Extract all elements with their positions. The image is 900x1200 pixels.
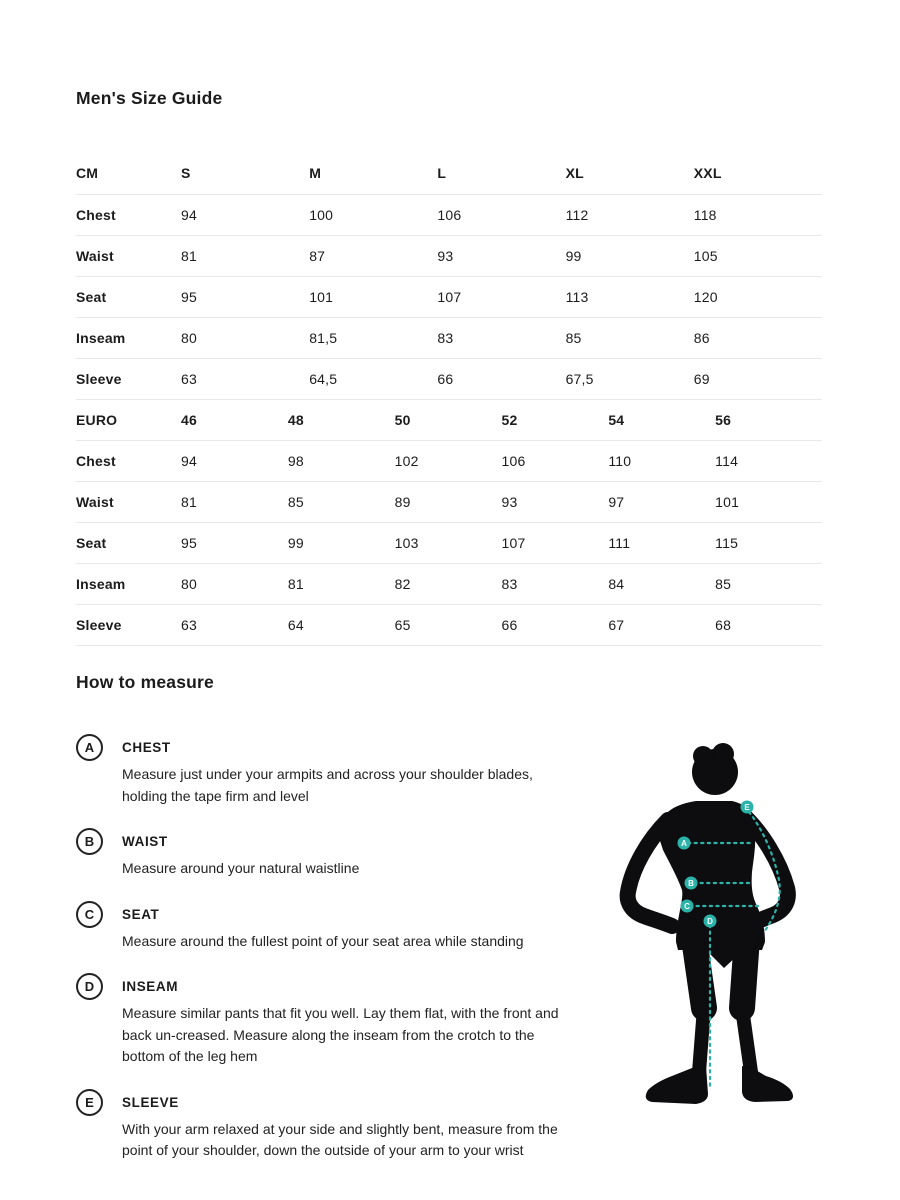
measurement-label: Inseam: [76, 317, 181, 358]
size-header-cell: 46: [181, 400, 288, 441]
measurement-value: 107: [501, 523, 608, 564]
measure-item-name: SLEEVE: [122, 1094, 179, 1110]
letter-badge: B: [76, 828, 103, 855]
measurement-value: 64: [288, 605, 395, 646]
measurement-value: 103: [395, 523, 502, 564]
page-title: Men's Size Guide: [76, 88, 223, 108]
size-header-cell: XL: [566, 153, 694, 194]
size-table-row: [76, 317, 822, 358]
measurement-value: 81: [288, 564, 395, 605]
measurement-value: 82: [395, 564, 502, 605]
size-header-cell: 48: [288, 400, 395, 441]
measurement-value: 120: [694, 276, 822, 317]
size-header-cell: XXL: [694, 153, 822, 194]
letter-badge: A: [76, 734, 103, 761]
measurement-value: 67: [608, 605, 715, 646]
measure-item-body: [122, 734, 574, 807]
marker-waist: [685, 877, 698, 890]
size-table-row: [76, 482, 822, 523]
measurement-value: 95: [181, 276, 309, 317]
measure-item-description: Measure around your natural waistline: [122, 860, 360, 876]
measurement-value: 84: [608, 564, 715, 605]
size-table-cm: [76, 153, 822, 400]
measurement-value: 81: [181, 482, 288, 523]
measure-item-description: Measure similar pants that fit you well. Lay them flat, with the front and back un-creased. Measure along the inseam from the crotch to the bottom of the leg hem: [122, 1005, 559, 1064]
measurement-label: Seat: [76, 523, 181, 564]
size-table-row: [76, 358, 822, 399]
measurement-value: 118: [694, 194, 822, 235]
measurement-label: Chest: [76, 194, 181, 235]
size-table-row: [76, 605, 822, 646]
unit-header-cell: EURO: [76, 400, 181, 441]
measure-item-description: With your arm relaxed at your side and slightly bent, measure from the point of your shoulder, down the outside of your arm to your wrist: [122, 1120, 558, 1158]
measurement-value: 99: [288, 523, 395, 564]
measurement-label: Sleeve: [76, 358, 181, 399]
measurement-value: 112: [566, 194, 694, 235]
measurement-label: Chest: [76, 441, 181, 482]
measurement-value: 68: [715, 605, 822, 646]
measurement-value: 83: [501, 564, 608, 605]
measurement-value: 111: [608, 523, 715, 564]
measurement-value: 81,5: [309, 317, 437, 358]
measurement-value: 66: [437, 358, 565, 399]
measurement-value: 110: [608, 441, 715, 482]
measure-item-body: [122, 901, 524, 953]
measurement-value: 98: [288, 441, 395, 482]
measure-item-name: INSEAM: [122, 979, 179, 994]
measurement-value: 83: [437, 317, 565, 358]
marker-waist-letter: B: [688, 879, 694, 888]
size-table-row: [76, 441, 822, 482]
measure-item-name: SEAT: [122, 906, 160, 922]
measure-item-description: Measure around the fullest point of your seat area while standing: [122, 932, 524, 949]
letter-badge: E: [76, 1089, 103, 1116]
size-header-cell: M: [309, 153, 437, 194]
measurement-value: 89: [395, 482, 502, 523]
measurement-value: 94: [181, 194, 309, 235]
measure-item-name: WAIST: [122, 834, 168, 849]
size-table-header-row: [76, 153, 822, 194]
size-table-row: [76, 564, 822, 605]
measure-item-body: [122, 1089, 574, 1162]
measurement-value: 101: [715, 482, 822, 523]
measurement-value: 114: [715, 441, 822, 482]
measurement-value: 102: [395, 441, 502, 482]
measurement-value: 87: [309, 235, 437, 276]
size-table-row: [76, 235, 822, 276]
measure-item-description: Measure just under your armpits and across your shoulder blades, holding the tape firm and level: [122, 766, 533, 804]
marker-sleeve: [741, 801, 754, 814]
measurement-value: 85: [566, 317, 694, 358]
marker-seat: [681, 900, 694, 913]
measure-item-body: [122, 973, 574, 1068]
measurement-value: 63: [181, 605, 288, 646]
marker-sleeve-letter: E: [744, 803, 750, 812]
measurement-value: 107: [437, 276, 565, 317]
measurement-value: 86: [694, 317, 822, 358]
marker-inseam: [704, 915, 717, 928]
marker-chest-letter: A: [681, 839, 687, 848]
measure-item-name: CHEST: [122, 740, 171, 755]
marker-chest: [678, 837, 691, 850]
measurement-value: 81: [181, 235, 309, 276]
size-header-cell: 52: [501, 400, 608, 441]
measurement-value: 94: [181, 441, 288, 482]
size-header-cell: 56: [715, 400, 822, 441]
size-header-cell: L: [437, 153, 565, 194]
measurement-value: 106: [501, 441, 608, 482]
measurement-label: Inseam: [76, 564, 181, 605]
measurement-value: 80: [181, 564, 288, 605]
measurement-value: 66: [501, 605, 608, 646]
measurement-value: 105: [694, 235, 822, 276]
measurement-value: 64,5: [309, 358, 437, 399]
measurement-label: Sleeve: [76, 605, 181, 646]
measure-item-body: [122, 828, 359, 880]
measurement-value: 115: [715, 523, 822, 564]
size-header-cell: S: [181, 153, 309, 194]
size-header-cell: 54: [608, 400, 715, 441]
measurement-value: 65: [395, 605, 502, 646]
male-silhouette-figure: [612, 736, 847, 1118]
letter-badge: C: [76, 901, 103, 928]
measurement-value: 99: [566, 235, 694, 276]
size-table-euro: [76, 400, 822, 647]
size-table-header-row: [76, 400, 822, 441]
measurement-value: 63: [181, 358, 309, 399]
measurement-value: 113: [566, 276, 694, 317]
measurement-value: 101: [309, 276, 437, 317]
measurement-value: 85: [288, 482, 395, 523]
marker-inseam-letter: D: [707, 917, 713, 926]
marker-seat-letter: C: [684, 902, 690, 911]
measurement-value: 106: [437, 194, 565, 235]
how-to-measure-title: How to measure: [76, 672, 214, 692]
measurement-value: 80: [181, 317, 309, 358]
size-header-cell: 50: [395, 400, 502, 441]
measurement-label: Waist: [76, 235, 181, 276]
measurement-label: Waist: [76, 482, 181, 523]
size-table-row: [76, 276, 822, 317]
measurement-figure: [612, 736, 847, 1118]
measurement-value: 85: [715, 564, 822, 605]
size-table-row: [76, 523, 822, 564]
measurement-value: 93: [437, 235, 565, 276]
unit-header-cell: CM: [76, 153, 181, 194]
silhouette-shoes: [646, 1066, 793, 1104]
measurement-value: 67,5: [566, 358, 694, 399]
letter-badge: D: [76, 973, 103, 1000]
measurement-value: 95: [181, 523, 288, 564]
size-table-row: [76, 194, 822, 235]
measurement-value: 69: [694, 358, 822, 399]
measurement-label: Seat: [76, 276, 181, 317]
measurement-value: 100: [309, 194, 437, 235]
measurement-value: 97: [608, 482, 715, 523]
measurement-value: 93: [501, 482, 608, 523]
